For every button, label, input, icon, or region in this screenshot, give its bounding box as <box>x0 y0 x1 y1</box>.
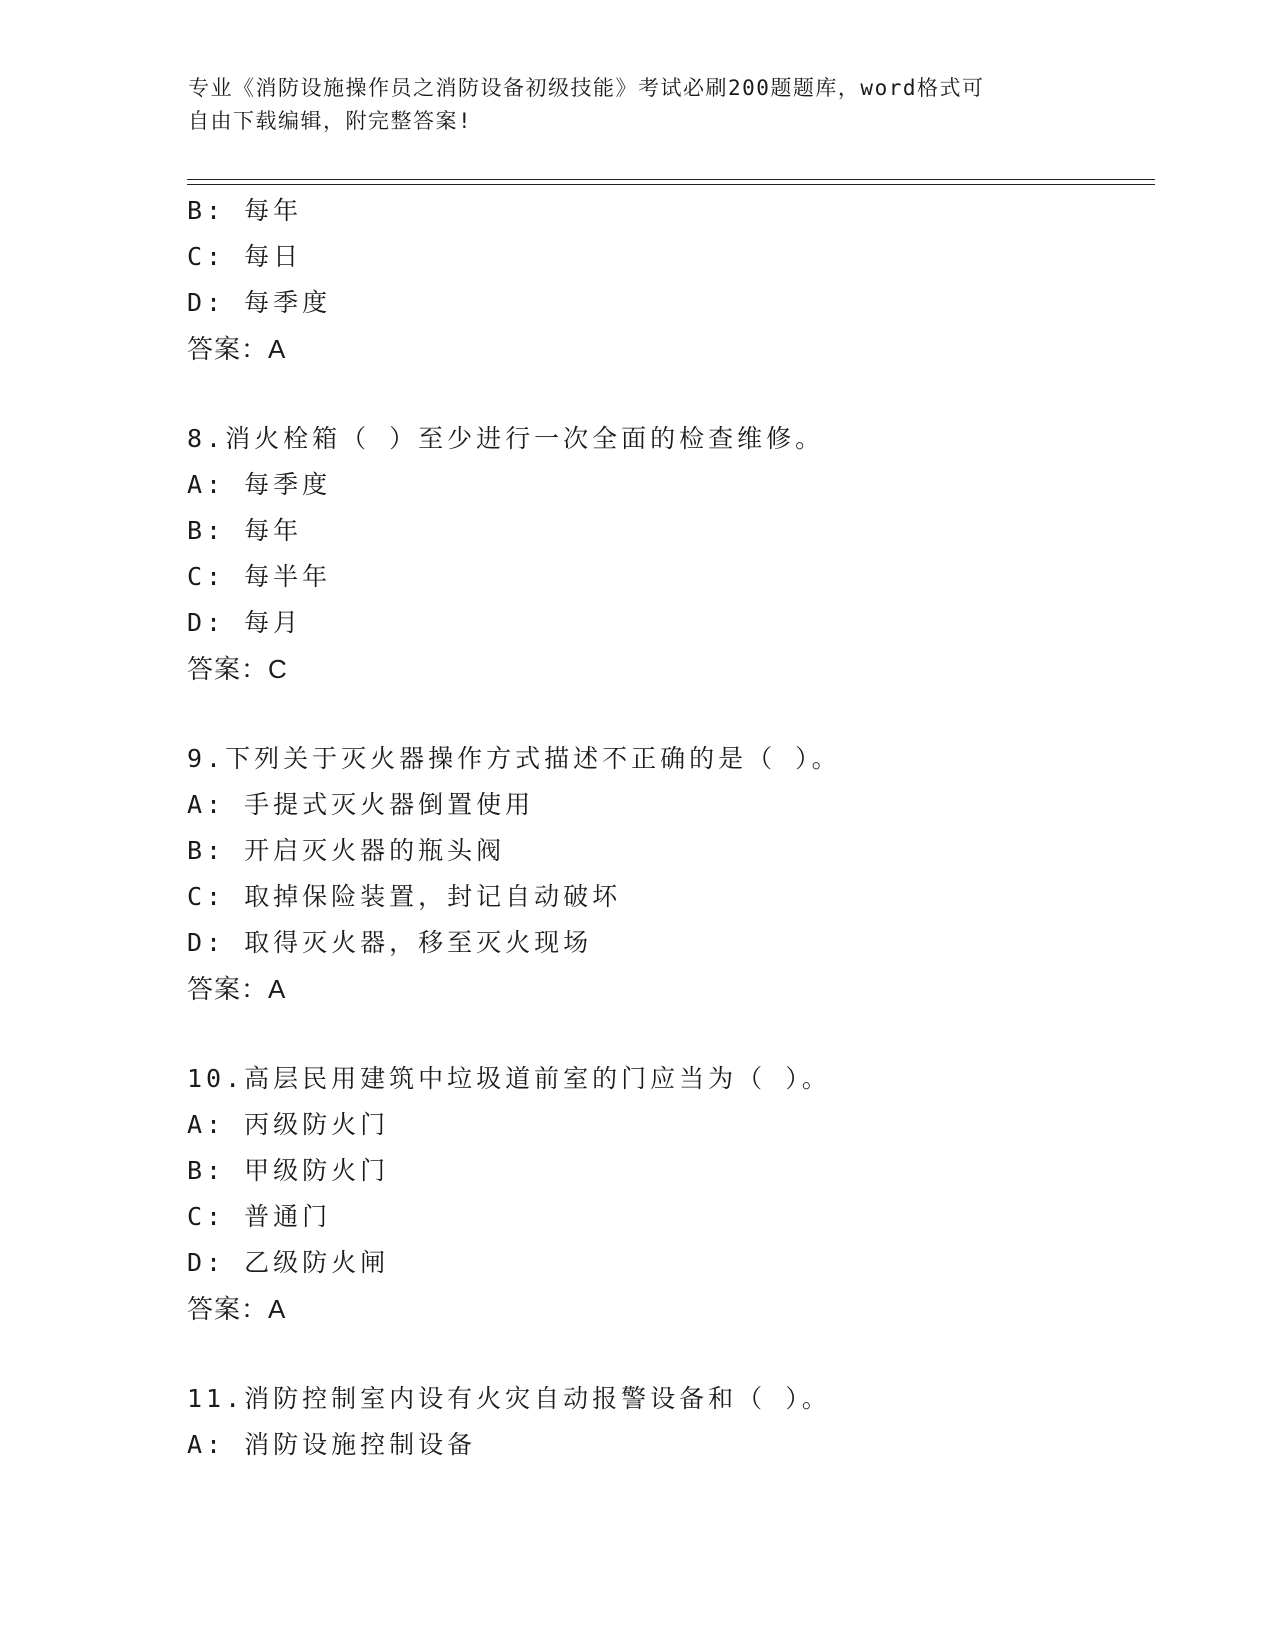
partial-question <box>187 188 1155 372</box>
question-11 <box>187 1376 1155 1468</box>
question-stem: 8.消火栓箱（ ）至少进行一次全面的检查维修。 <box>187 424 825 453</box>
answer-line: 答案：A <box>187 1294 287 1324</box>
option-b: B: 每年 <box>187 196 303 225</box>
option-c: C: 每半年 <box>187 562 332 591</box>
question-stem: 9.下列关于灭火器操作方式描述不正确的是（ ）。 <box>187 744 841 773</box>
option-c: C: 每日 <box>187 242 303 271</box>
header-line-2: 自由下载编辑，附完整答案! <box>188 109 473 133</box>
option-b: B: 开启灭火器的瓶头阀 <box>187 836 506 865</box>
question-content <box>187 188 1155 1468</box>
question-stem: 11.消防控制室内设有火灾自动报警设备和（ ）。 <box>187 1384 831 1413</box>
document-header <box>188 72 1068 138</box>
option-c: C: 普通门 <box>187 1202 332 1231</box>
option-d: D: 乙级防火闸 <box>187 1248 390 1277</box>
option-a: A: 手提式灭火器倒置使用 <box>187 790 535 819</box>
option-b: B: 每年 <box>187 516 303 545</box>
header-divider-top <box>187 179 1155 180</box>
option-d: D: 取得灭火器，移至灭火现场 <box>187 928 593 957</box>
option-a: A: 消防设施控制设备 <box>187 1430 477 1459</box>
option-d: D: 每月 <box>187 608 303 637</box>
option-c: C: 取掉保险装置，封记自动破坏 <box>187 882 622 911</box>
question-8 <box>187 416 1155 692</box>
header-line-1: 专业《消防设施操作员之消防设备初级技能》考试必刷200题题库，word格式可 <box>188 76 985 100</box>
option-d: D: 每季度 <box>187 288 332 317</box>
answer-line: 答案：A <box>187 334 287 364</box>
option-a: A: 丙级防火门 <box>187 1110 390 1139</box>
answer-line: 答案：A <box>187 974 287 1004</box>
question-9 <box>187 736 1155 1012</box>
question-10 <box>187 1056 1155 1332</box>
header-divider-bottom <box>187 184 1155 185</box>
question-stem: 10.高层民用建筑中垃圾道前室的门应当为（ ）。 <box>187 1064 831 1093</box>
answer-line: 答案：C <box>187 654 288 684</box>
option-b: B: 甲级防火门 <box>187 1156 390 1185</box>
option-a: A: 每季度 <box>187 470 332 499</box>
